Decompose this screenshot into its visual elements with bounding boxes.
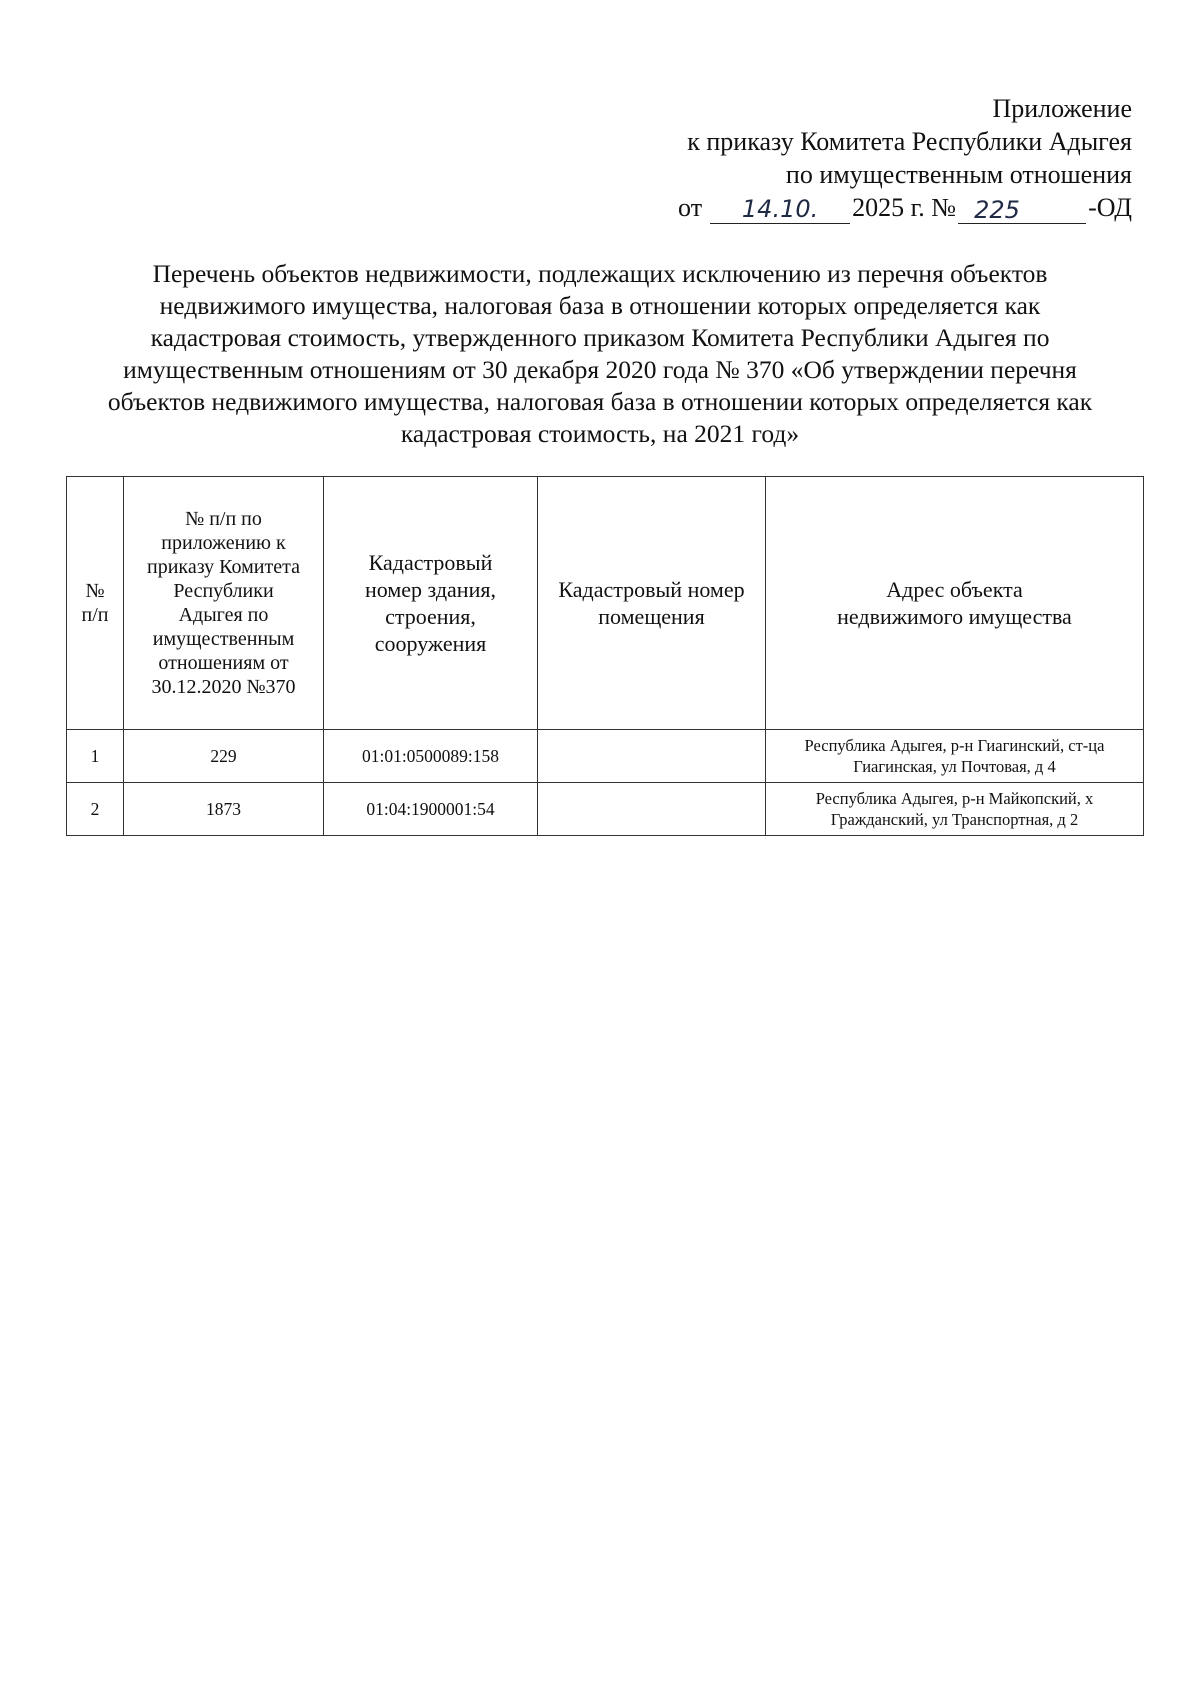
appendix-order-ref-cont: по имущественным отношения bbox=[785, 160, 1132, 189]
order-suffix: -ОД bbox=[1088, 193, 1132, 222]
cell-address: Республика Адыгея, р-н Гиагинский, ст-ца Гиагинская, ул Почтовая, д 4 bbox=[766, 730, 1144, 783]
title-line: объектов недвижимого имущества, налоговая база в отношении которых определяется как bbox=[107, 387, 1093, 416]
appendix-header bbox=[678, 92, 1132, 224]
header-num bbox=[67, 477, 124, 730]
cell-room-cadastral bbox=[538, 783, 766, 836]
order-date-number-line bbox=[678, 191, 1132, 224]
header-building-cadastral-text: Кадастровый номер здания, строения, сооружения bbox=[365, 550, 496, 656]
cell-num: 1 bbox=[67, 730, 124, 783]
cell-building-cadastral: 01:01:0500089:158 bbox=[324, 730, 538, 783]
order-number-handwritten: 225 bbox=[958, 196, 1086, 224]
cell-ref: 1873 bbox=[124, 783, 324, 836]
title-line: Перечень объектов недвижимости, подлежащих исключению из перечня объектов bbox=[152, 259, 1048, 288]
header-ref-text: № п/п по приложению к приказу Комитета Республики Адыгея по имущественным отношениям от 30.12.2020 №370 bbox=[147, 508, 300, 698]
header-room-cadastral-text: Кадастровый номер помещения bbox=[558, 577, 745, 629]
order-prefix: от bbox=[678, 193, 703, 222]
header-ref bbox=[124, 477, 324, 730]
document-title bbox=[50, 258, 1150, 450]
header-building-cadastral bbox=[324, 477, 538, 730]
cell-building-cadastral: 01:04:1900001:54 bbox=[324, 783, 538, 836]
title-line: имущественным отношениям от 30 декабря 2020 года № 370 «Об утверждении перечня bbox=[123, 355, 1077, 384]
table-row bbox=[67, 730, 1144, 783]
order-date-handwritten: 14.10. bbox=[710, 195, 850, 224]
cell-num: 2 bbox=[67, 783, 124, 836]
cell-address: Республика Адыгея, р-н Майкопский, х Гражданский, ул Транспортная, д 2 bbox=[766, 783, 1144, 836]
cell-room-cadastral bbox=[538, 730, 766, 783]
title-line: недвижимого имущества, налоговая база в отношении которых определяется как bbox=[159, 291, 1041, 320]
title-line: кадастровая стоимость, утвержденного приказом Комитета Республики Адыгея по bbox=[150, 323, 1050, 352]
header-address bbox=[766, 477, 1144, 730]
order-year: 2025 г. № bbox=[852, 193, 957, 222]
header-num-text: № п/п bbox=[81, 580, 109, 626]
appendix-order-ref: к приказу Комитета Республики Адыгея bbox=[687, 127, 1132, 156]
table-header-row bbox=[67, 477, 1144, 730]
cell-ref: 229 bbox=[124, 730, 324, 783]
header-room-cadastral bbox=[538, 477, 766, 730]
appendix-label: Приложение bbox=[992, 94, 1132, 123]
title-line: кадастровая стоимость, на 2021 год» bbox=[400, 419, 800, 448]
table-row bbox=[67, 783, 1144, 836]
property-table bbox=[66, 476, 1144, 836]
header-address-text: Адрес объекта недвижимого имущества bbox=[837, 577, 1072, 629]
